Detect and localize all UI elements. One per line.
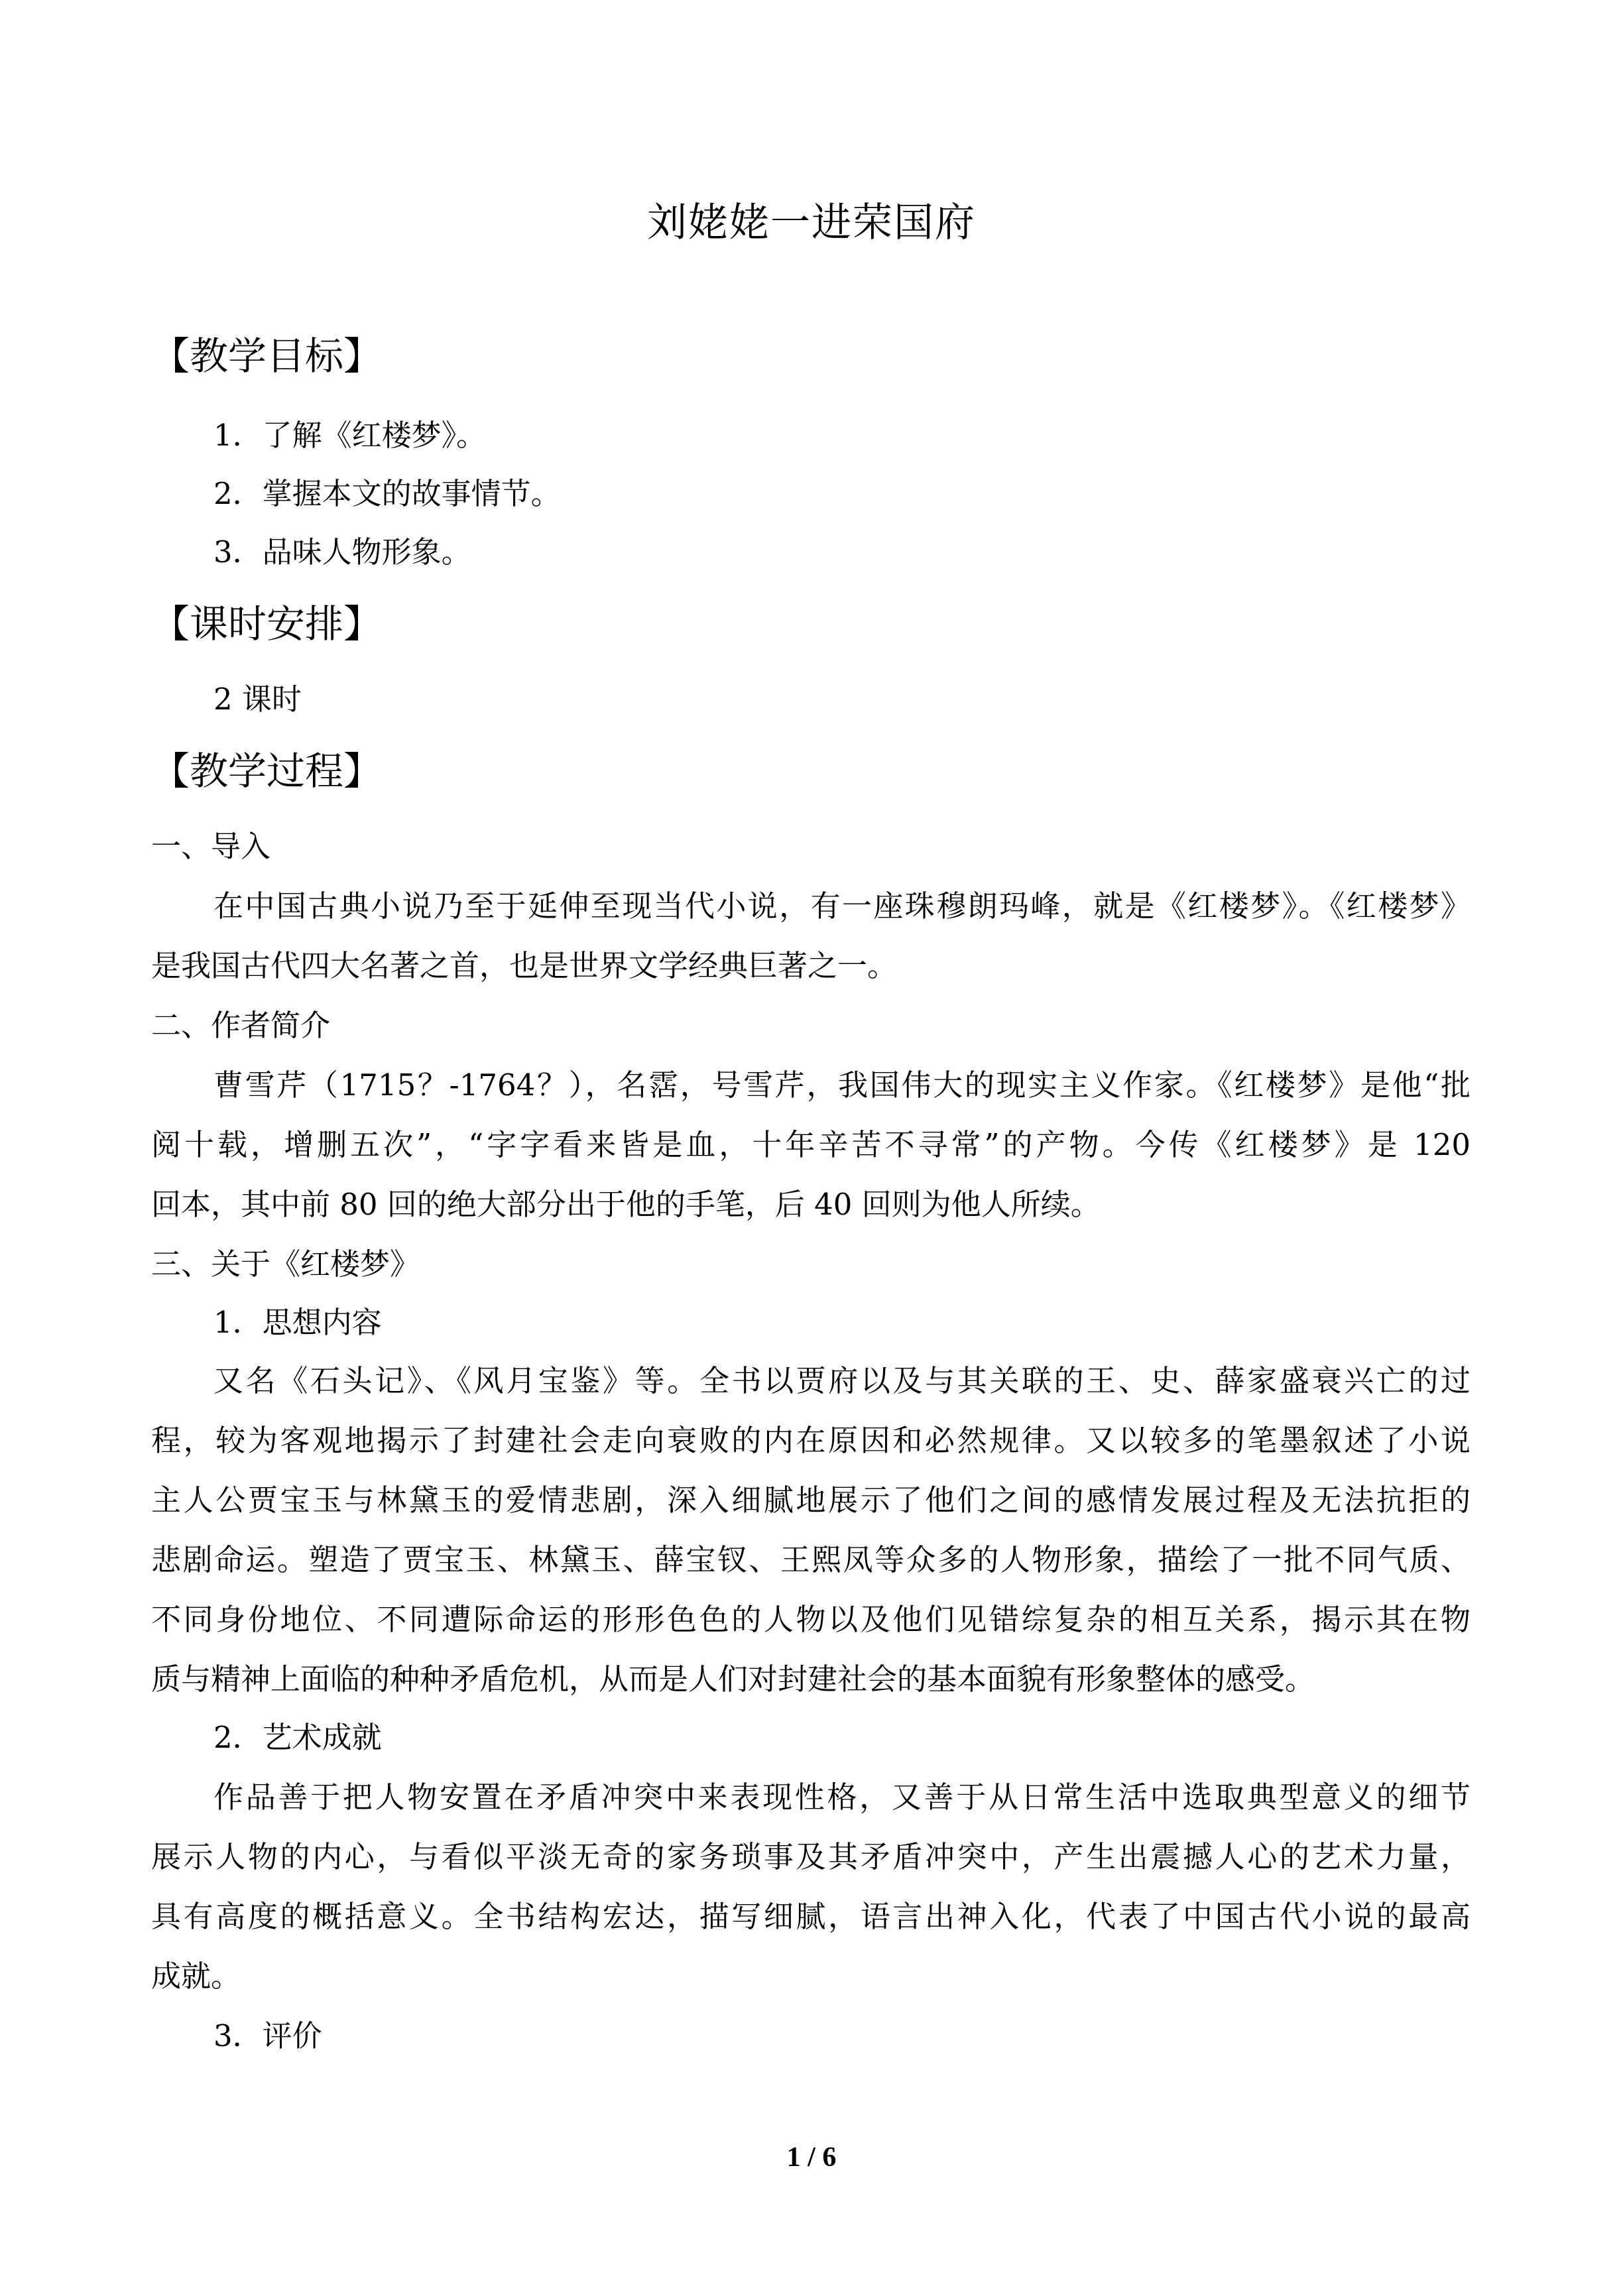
thought-paragraph-line-4: 悲剧命运。塑造了贾宝玉、林黛玉、薛宝钗、王熙凤等众多的人物形象，描绘了一批不同气质、 xyxy=(151,1542,1471,1577)
author-paragraph-line-3: 回本，其中前 80 回的绝大部分出于他的手笔，后 40 回则为他人所续。 xyxy=(151,1187,1101,1222)
section-heading-about: 三、关于《红楼梦》 xyxy=(151,1246,420,1282)
section-heading-intro: 一、导入 xyxy=(151,829,271,864)
objective-item-2: 2．掌握本文的故事情节。 xyxy=(213,476,561,511)
art-paragraph-line-3: 具有高度的概括意义。全书结构宏达，描写细腻，语言出神入化，代表了中国古代小说的最高 xyxy=(151,1899,1471,1934)
objective-item-1: 1．了解《红楼梦》。 xyxy=(213,418,487,453)
thought-paragraph-line-2: 程，较为客观地揭示了封建社会走向衰败的内在原因和必然规律。又以较多的笔墨叙述了小说 xyxy=(151,1423,1471,1458)
document-title: 刘姥姥一进荣国府 xyxy=(647,200,976,246)
heading-schedule: 【课时安排】 xyxy=(151,601,383,646)
heading-process: 【教学过程】 xyxy=(151,749,383,794)
objective-item-3: 3．品味人物形象。 xyxy=(213,534,471,570)
intro-paragraph-line-2: 是我国古代四大名著之首，也是世界文学经典巨著之一。 xyxy=(151,948,898,983)
thought-paragraph-line-6: 质与精神上面临的种种矛盾危机，从而是人们对封建社会的基本面貌有形象整体的感受。 xyxy=(151,1662,1315,1697)
section-heading-author: 二、作者简介 xyxy=(151,1008,331,1043)
intro-paragraph-line-1: 在中国古典小说乃至于延伸至现当代小说，有一座珠穆朗玛峰，就是《红楼梦》。《红楼梦》 xyxy=(213,888,1471,924)
thought-paragraph-line-3: 主人公贾宝玉与林黛玉的爱情悲剧，深入细腻地展示了他们之间的感情发展过程及无法抗拒的 xyxy=(151,1482,1471,1518)
thought-paragraph-line-5: 不同身份地位、不同遭际命运的形形色色的人物以及他们见错综复杂的相互关系，揭示其在物 xyxy=(151,1602,1471,1637)
subheading-evaluation: 3．评价 xyxy=(213,2018,322,2053)
art-paragraph-line-1: 作品善于把人物安置在矛盾冲突中来表现性格，又善于从日常生活中选取典型意义的细节 xyxy=(213,1780,1471,1815)
author-paragraph-line-1: 曹雪芹（1715？-1764？），名霑，号雪芹，我国伟大的现实主义作家。《红楼梦》是他“批 xyxy=(213,1067,1471,1103)
author-paragraph-line-2: 阅十载，增删五次”，“字字看来皆是血，十年辛苦不寻常”的产物。今传《红楼梦》是 120 xyxy=(151,1127,1471,1162)
schedule-text: 2 课时 xyxy=(213,682,302,717)
page-number: 1 / 6 xyxy=(786,2142,837,2173)
art-paragraph-line-2: 展示人物的内心，与看似平淡无奇的家务琐事及其矛盾冲突中，产生出震撼人心的艺术力量， xyxy=(151,1839,1471,1874)
thought-paragraph-line-1: 又名《石头记》、《风月宝鉴》等。全书以贾府以及与其关联的王、史、薛家盛衰兴亡的过 xyxy=(213,1363,1471,1398)
heading-objectives: 【教学目标】 xyxy=(151,333,383,379)
subheading-art: 2．艺术成就 xyxy=(213,1720,382,1755)
subheading-thought: 1．思想内容 xyxy=(213,1305,382,1340)
art-paragraph-line-4: 成就。 xyxy=(151,1959,241,1994)
